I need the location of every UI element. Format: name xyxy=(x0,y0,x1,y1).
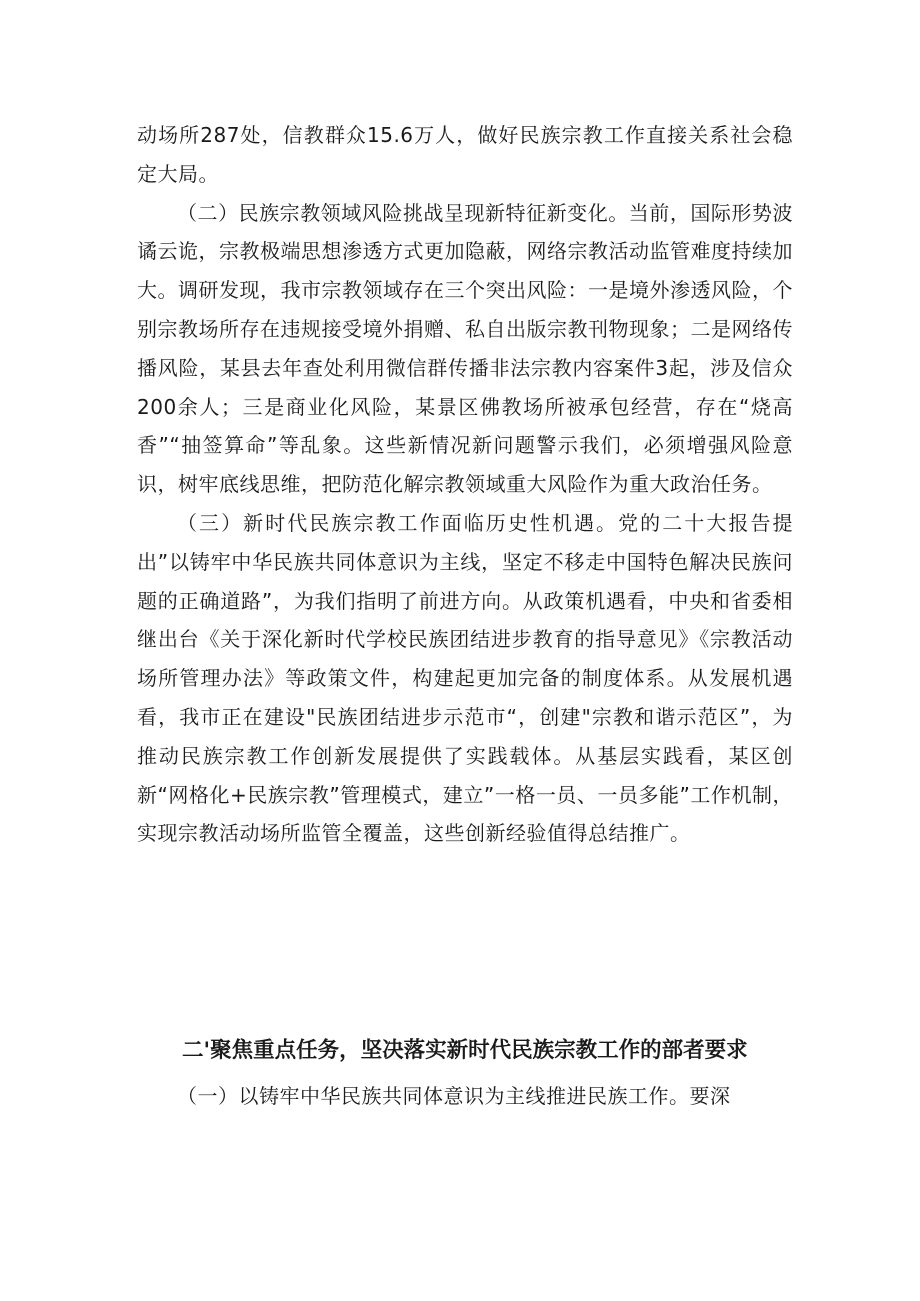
paragraph-risk-challenges: （二）民族宗教领域风险挑战呈现新特征新变化。当前，国际形势波谲云诡，宗教极端思想渗透方式更加隐蔽，网络宗教活动监管难度持续加大。调研发现，我市宗教领域存在三个突出风险：一是境外渗透风险，个别宗教场所存在违规接受境外捐赠、私自出版宗教刊物现象；二是网络传播风险，某县去年查处利用微信群传播非法宗教内容案件3起，涉及信众200余人；三是商业化风险，某景区佛教场所被承包经营，存在“烧高香”“抽签算命”等乱象。这些新情况新问题警示我们，必须增强风险意识，树牢底线思维，把防范化解宗教领域重大风险作为重大政治任务。 xyxy=(137,200,793,497)
body-text xyxy=(137,116,793,853)
section-heading: 二'聚焦重点任务，坚决落实新时代民族宗教工作的部者要求 xyxy=(182,1038,748,1063)
paragraph-continuation: 动场所287处，信教群众15.6万人，做好民族宗教工作直接关系社会稳定大局。 xyxy=(137,123,793,186)
paragraph-historic-opportunity: （三）新时代民族宗教工作面临历史性机遇。党的二十大报告提出”以铸牢中华民族共同体意识为主线，坚定不移走中国特色解决民族问题的正确道路”，为我们指明了前进方向。从政策机遇看，中央和省委相继出台《关于深化新时代学校民族团结进步教育的指导意见》《宗教活动场所管理办法》等政策文件，构建起更加完备的制度体系。从发展机遇看，我市正在建设"民族团结进步示范市“，创建"宗教和谐示范区”，为推动民族宗教工作创新发展提供了实践载体。从基层实践看，某区创新“网格化+民族宗教”管理模式，建立”一格一员、一员多能”工作机制，实现宗教活动场所监管全覆盖，这些创新经验值得总结推广。 xyxy=(137,510,793,846)
paragraph-first-task: （一）以铸牢中华民族共同体意识为主线推进民族工作。要深 xyxy=(177,1084,731,1108)
